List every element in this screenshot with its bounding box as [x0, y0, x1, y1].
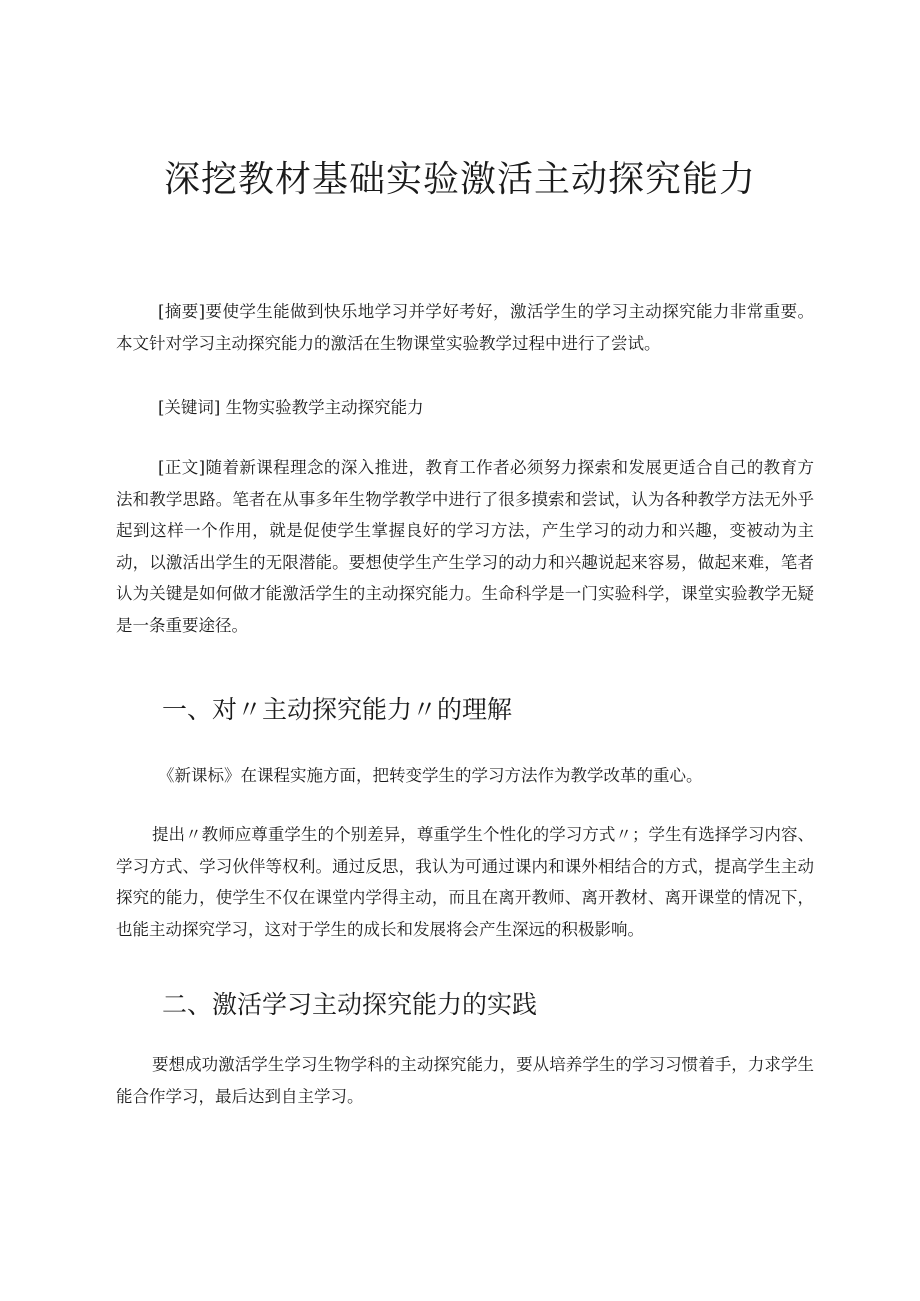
section2-heading: 二、激活学习主动探究能力的实践 — [162, 990, 538, 1019]
document-title: 深挖教材基础实验激活主动探究能力 — [163, 159, 756, 200]
keywords-paragraph: [关键词] 生物实验教学主动探究能力 — [158, 398, 424, 417]
section1-paragraph-1: 《新课标》在课程实施方面，把转变学生的学习方法作为教学改革的重心。 — [158, 766, 703, 785]
section2-paragraph-1: 要想成功激活学生学习生物学科的主动探究能力，要从培养学生的学习习惯着手，力求学生能合作学习，最后达到自主学习。 — [116, 1055, 814, 1106]
section1-heading: 一、对〃主动探究能力〃的理解 — [162, 695, 513, 724]
section1-paragraph-2: 提出〃教师应尊重学生的个别差异，尊重学生个性化的学习方式〃；学生有选择学习内容、学习方式、学习伙伴等权利。通过反思，我认为可通过课内和课外相结合的方式，提高学生主动探究的能力，使学生不仅在课堂内学得主动，而且在离开教师、离开教材、离开课堂的情况下，也能主动探究学习，这对于学生的成长和发展将会产生深远的积极影响。 — [116, 825, 814, 939]
body-intro-paragraph: [正文]随着新课程理念的深入推进，教育工作者必须努力探索和发展更适合自己的教育方法和教学思路。笔者在从事多年生物学教学中进行了很多摸索和尝试，认为各种教学方法无外乎起到这样一个作用，就是促使学生掌握良好的学习方法，产生学习的动力和兴趣，变被动为主动，以激活出学生的无限潜能。要想使学生产生学习的动力和兴趣说起来容易，做起来难，笔者认为关键是如何做才能激活学生的主动探究能力。生命科学是一门实验科学，课堂实验教学无疑是一条重要途径。 — [116, 458, 814, 635]
abstract-paragraph: [摘要]要使学生能做到快乐地学习并学好考好，激活学生的学习主动探究能力非常重要。本文针对学习主动探究能力的激活在生物课堂实验教学过程中进行了尝试。 — [116, 302, 814, 353]
